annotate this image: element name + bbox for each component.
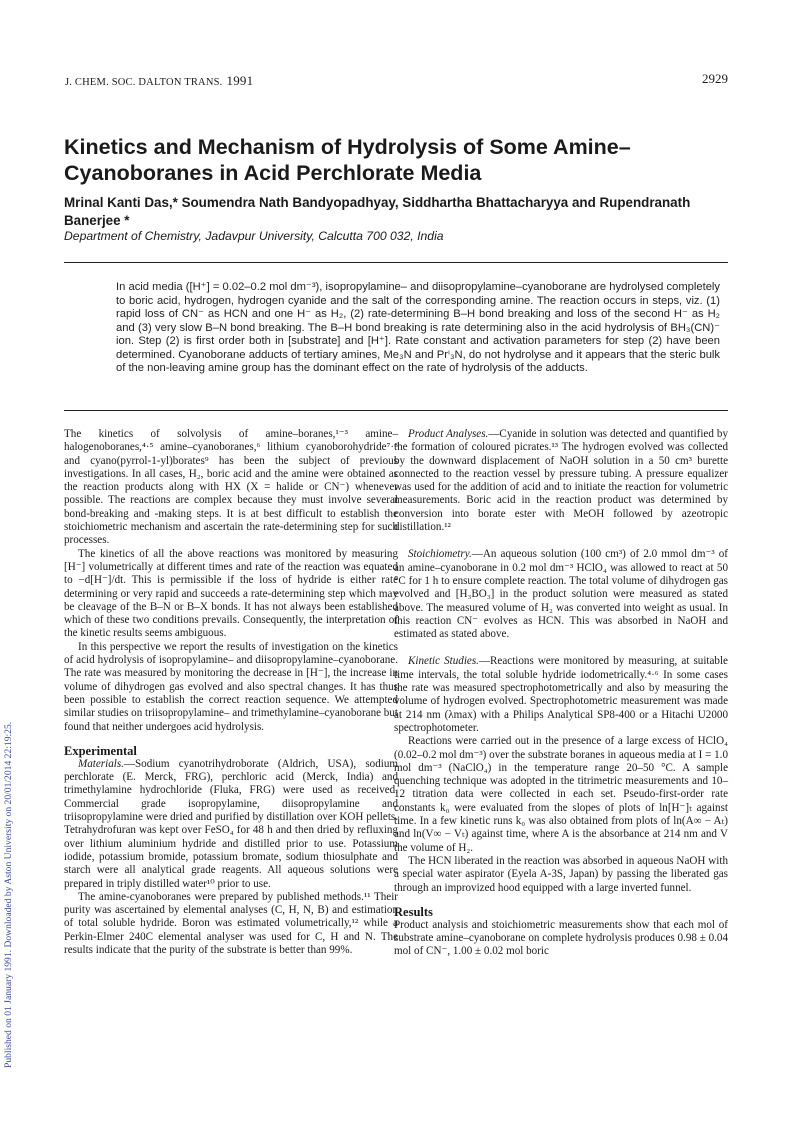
rule-top	[64, 262, 728, 263]
intro-paragraph-2: The kinetics of all the above reactions was monitored by measuring [H⁻] volumetrically at different times and rate of the reaction was equated to −d[H⁻]/dt. This is permissible if the loss of hydride is either rate determining or very rapid and succeeds a rate-determining step which may be cleavage of the B–N or B–X bonds. It has not always been established which of these two conditions prevails. Consequently, the interpretation of the kinetic results seems ambiguous.	[64, 547, 398, 640]
product-analyses-runin: Product Analyses.	[408, 428, 489, 440]
page-number: 2929	[702, 71, 728, 86]
article-title: Kinetics and Mechanism of Hydrolysis of Some Amine–Cyanoboranes in Acid Perchlorate Media	[64, 135, 631, 185]
product-analyses-text: —Cyanide in solution was detected and quantified by the formation of coloured picrates.¹³ The hydrogen evolved was collected by the downward displacement of NaOH solution in a 50 cm³ burette connected to the reaction vessel by pressure tubing. A pressure equalizer was used for the addition of acid and to initiate the reaction for volumetric measurements. Boric acid in the reaction product was determined by conversion into borate ester with MeOH followed by azeotropic distillation.¹²	[394, 428, 728, 534]
affiliation: Department of Chemistry, Jadavpur University, Calcutta 700 032, India	[64, 229, 444, 243]
stoichiometry-runin: Stoichiometry.	[408, 548, 472, 561]
product-analyses-paragraph	[394, 428, 728, 534]
right-column	[394, 428, 728, 959]
stoichiometry-text: —An aqueous solution (100 cm³) of 2.0 mmol dm⁻³ of an amine–cyanoborane in 0.2 mol dm⁻³ HClO₄ was allowed to react at 50 °C for 1 h to ensure complete reaction. The total volume of dihydrogen gas evolved and [H₃BO₃] in the product solution were measured as stated above. The measured volume of H₂ was converted into weight as usual. In this reaction CN⁻ evolves as HCN. This was absorbed in NaOH and estimated as stated above.	[394, 548, 728, 641]
kinetic-studies-text: —Reactions were monitored by measuring, at suitable time intervals, the total soluble hydride iodometrically.⁴·⁶ In some cases the rate was measured spectrophotometrically and also by measuring the volume of hydrogen evolved. Spectrophotometric measurement was made at 214 nm (λmax) with a Philips Analytical SP8-400 or a Hitachi U2000 spectrophotometer.	[394, 655, 728, 734]
journal-name: J. CHEM. SOC. DALTON TRANS.	[65, 77, 223, 88]
experimental-heading: Experimental	[64, 743, 137, 758]
abstract: In acid media ([H⁺] = 0.02–0.2 mol dm⁻³), isopropylamine– and diisopropylamine–cyanoborane are hydrolysed completely to boric acid, hydrogen, hydrogen cyanide and the salt of the corresponding amine. The reaction occurs in steps, viz. (1) rapid loss of CN⁻ as HCN and one H⁻ as H₂, (2) rate-determining B–H bond breaking and loss of the second H⁻ as H₂ and (3) very slow B–N bond breaking. The B–H bond breaking is rate determining also in the acid hydrolysis of BH₃(CN)⁻ ion. Step (2) is first order both in [substrate] and [H⁺]. Rate constant and activation parameters for step (2) have been determined. Cyanoborane adducts of tertiary amines, Me₃N and Prⁱ₃N, do not hydrolyse and it appears that the steric bulk of the non-leaving amine group has the dominant effect on the rate of hydrolysis of the adducts.	[116, 281, 720, 375]
journal-year: 1991	[226, 73, 254, 88]
kinetic-studies-paragraph	[394, 655, 728, 735]
stoichiometry-paragraph	[394, 548, 728, 641]
left-column	[64, 428, 398, 957]
preparation-paragraph: The amine-cyanoboranes were prepared by published methods.¹¹ Their purity was ascertained by elemental analyses (C, H, N, B) and estimation of total soluble hydride. Boron was estimated volumetrically,¹² while a Perkin-Elmer 240C elemental analyser was used for C, H and N. The results indicate that the purity of the substrate is better than 99%.	[64, 890, 398, 956]
kinetic-paragraph-2: Reactions were carried out in the presence of a large excess of HClO₄ (0.02–0.2 mol dm⁻³) over the substrate boranes in aqueous media at I = 1.0 mol dm⁻³ (NaClO₄) in the temperature range 20–50 °C. A sample quenching technique was adopted in the titrimetric measurements and 10–12 titration data were collected in each set. Pseudo-first-order rate constants k₀ were evaluated from the slopes of plots of ln[H⁻]ₜ against time. In a few kinetic runs k₀ was also obtained from plots of ln(A∞ − Aₜ) and ln(V∞ − Vₜ) against time, where A is the absorbance at 214 nm and V the volume of H₂.	[394, 735, 728, 854]
materials-paragraph	[64, 758, 398, 891]
results-heading: Results	[394, 904, 433, 919]
results-paragraph: Product analysis and stoichiometric measurements show that each mol of substrate amine–cyanoborane on complete hydrolysis produces 0.98 ± 0.04 mol of CN⁻, 1.00 ± 0.02 mol boric	[394, 918, 728, 958]
materials-runin: Materials.	[78, 757, 124, 770]
author-list: Mrinal Kanti Das,* Soumendra Nath Bandyopadhyay, Siddhartha Bhattacharyya and Rupendranath Banerjee *	[64, 195, 691, 228]
intro-paragraph-3: In this perspective we report the results of investigation on the kinetics of acid hydrolysis of isopropylamine– and diisopropylamine–cyanoborane. The rate was measured by monitoring the decrease in [H⁻], the increase in volume of dihydrogen gas evolved and also spectral changes. It has thus been possible to establish the correct reaction sequence. We attempted similar studies on triisopropylamine– and trimethylamine–cyanoborane but found that neither undergoes acid hydrolysis.	[64, 640, 398, 733]
running-head	[65, 73, 253, 89]
download-notice: Published on 01 January 1991. Downloaded by Aston University on 20/01/2014 22:19:25.	[3, 721, 14, 1068]
rule-bottom	[64, 410, 728, 411]
intro-paragraph-1: The kinetics of solvolysis of amine–boranes,¹⁻³ amine–halogenoboranes,⁴·⁵ amine–cyanoboranes,⁶ lithium cyanoborohydride⁷·⁸ and cyano(pyrrol-1-yl)borates⁹ has been the subject of previous investigations. In all cases, H₂, boric acid and the amine were obtained as the reaction products along with HX (X = halide or CN⁻) whenever possible. The reactions are complex because they must involve several bond-breaking and -making steps. It is at best difficult to establish the stoichiometric mechanism and ascertain the rate-determining step for such processes.	[64, 428, 398, 547]
kinetic-studies-runin: Kinetic Studies.	[408, 655, 479, 668]
kinetic-paragraph-3: The HCN liberated in the reaction was absorbed in aqueous NaOH with a special water aspirator (Eyela A-3S, Japan) by passing the liberated gas through an improvized hood equipped with a large inverted funnel.	[394, 854, 728, 894]
materials-text: —Sodium cyanotrihydroborate (Aldrich, USA), sodium perchlorate (E. Merck, FRG), perchloric acid (Merck, India) and trimethylamine hydrochloride (Fluka, FRG) were used as received. Commercial grade isopropylamine, diisopropylamine and triisopropylamine were dried and purified by distillation over KOH pellets. Tetrahydrofuran was kept over FeSO₄ for 48 h and then dried by refluxing over lithium aluminium hydride and distilled prior to use. Potassium iodide, potassium bromide, potassium bromate, sodium thiosulphate and starch were all analytical grade reagents. All aqueous solutions were prepared in triply distilled water¹⁰ prior to use.	[64, 757, 398, 890]
